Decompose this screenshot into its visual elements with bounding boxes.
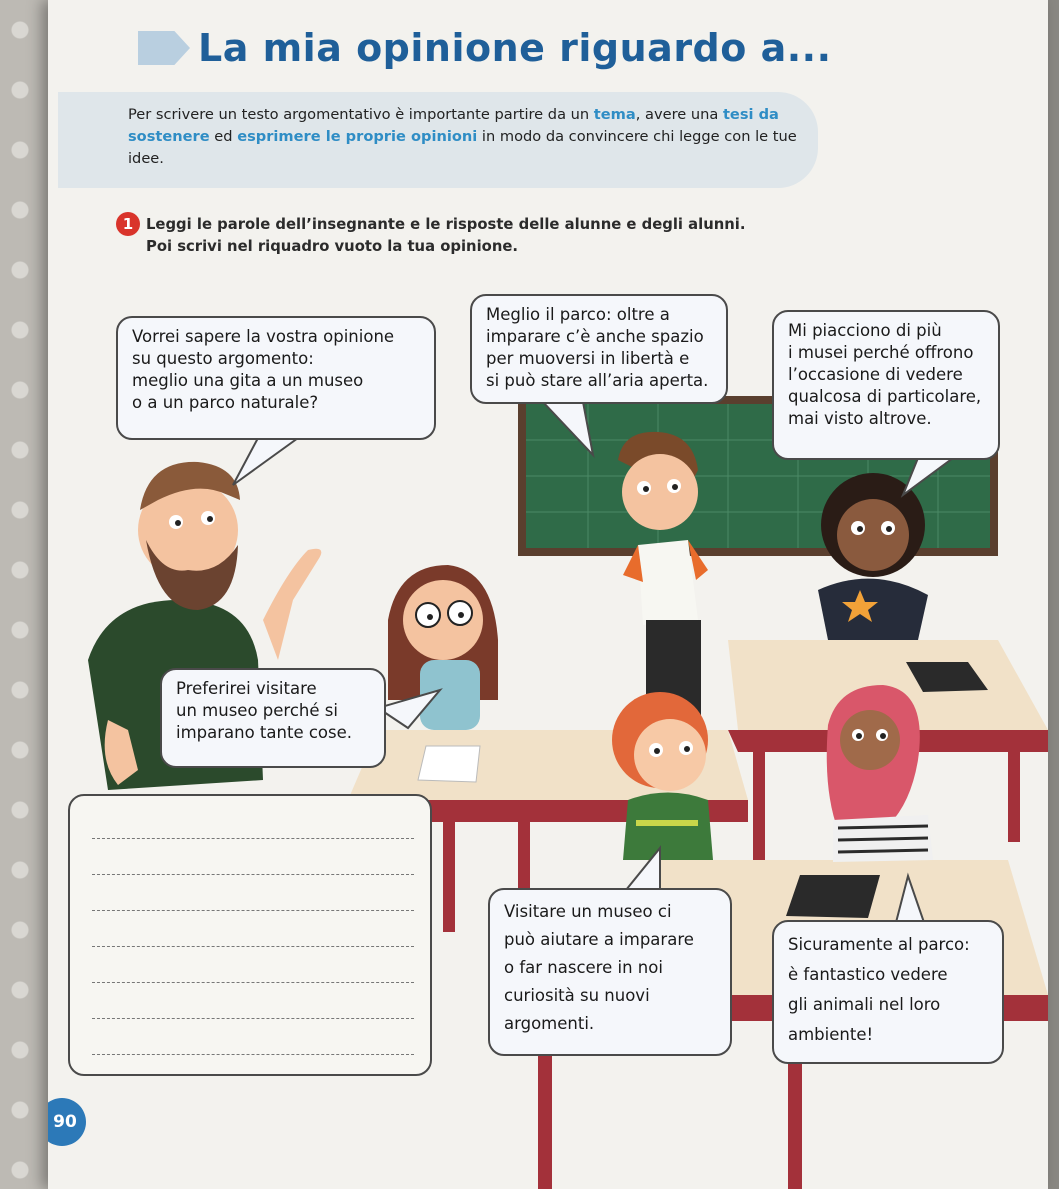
page-number: 90 [48,1098,86,1146]
intro-highlight: tema [593,106,636,123]
bubble-line: o a un parco naturale? [132,393,319,412]
bubble-line: curiosità su nuovi [504,986,650,1005]
intro-text: in modo da convincere chi legge con le tue idee. [128,128,797,167]
bubble-line: Visitare un museo ci [504,902,672,921]
answer-line[interactable] [92,874,414,875]
bubble-line: argomenti. [504,1014,595,1033]
intro-text: , avere una [635,106,723,123]
bubble-line: o far nascere in noi [504,958,663,977]
intro-box [58,92,818,188]
bubble-girl-museum [772,310,1000,460]
intro-highlight: esprimere le proprie opinioni [237,128,478,145]
textbook-page [48,0,1048,1189]
bubble-girl-glasses [160,668,386,768]
bubble-line: può aiutare a imparare [504,930,694,949]
bubble-line: Preferirei visitare [176,679,317,698]
girl-braids-figure [818,473,928,640]
answer-line[interactable] [92,910,414,911]
background-tablecloth [0,0,48,1189]
answer-line[interactable] [92,838,414,839]
answer-box[interactable] [68,794,432,1076]
bubble-line: l’occasione di vedere [788,365,963,384]
bubble-line: Vorrei sapere la vostra opinione [132,327,395,346]
exercise-instructions [116,212,876,258]
bubble-line: si può stare all’aria aperta. [486,371,709,390]
answer-line[interactable] [92,1054,414,1055]
bubble-line: su questo argomento: [132,349,314,368]
bubble-line: Sicuramente al parco: [788,935,970,954]
bubble-line: gli animali nel loro [788,995,941,1014]
title-flag-icon [138,31,190,65]
bubble-redhead-boy [488,888,732,1056]
bubble-line: meglio una gita a un museo [132,371,364,390]
intro-text: Per scrivere un testo argomentativo è importante partire da un [128,106,594,123]
exercise-line-1: Leggi le parole dell’insegnante e le risposte delle alunne e degli alunni. [146,216,746,233]
bubble-line: qualcosa di particolare, [788,387,982,406]
page-title: La mia opinione riguardo a... [198,26,832,70]
bubble-girl-hijab [772,920,1004,1064]
exercise-number-badge: 1 [116,212,140,236]
bubble-line: mai visto altrove. [788,409,932,428]
answer-line[interactable] [92,946,414,947]
bubble-boy-park [470,294,728,404]
bubble-line: i musei perché offrono [788,343,974,362]
bubble-line: per muoversi in libertà e [486,349,690,368]
intro-text: ed [209,128,238,145]
bubble-line: imparare c’è anche spazio [486,327,704,346]
bubble-teacher [116,316,436,440]
answer-line[interactable] [92,982,414,983]
title-block [138,18,832,78]
bubble-line: ambiente! [788,1025,874,1044]
answer-line[interactable] [92,1018,414,1019]
bubble-line: imparano tante cose. [176,723,352,742]
bubble-line: Meglio il parco: oltre a [486,305,670,324]
bubble-line: è fantastico vedere [788,965,948,984]
exercise-line-2: Poi scrivi nel riquadro vuoto la tua opinione. [146,238,519,255]
bubble-line: un museo perché si [176,701,338,720]
bubble-line: Mi piacciono di più [788,321,942,340]
intro-highlight: tesi da sostenere [128,106,779,145]
